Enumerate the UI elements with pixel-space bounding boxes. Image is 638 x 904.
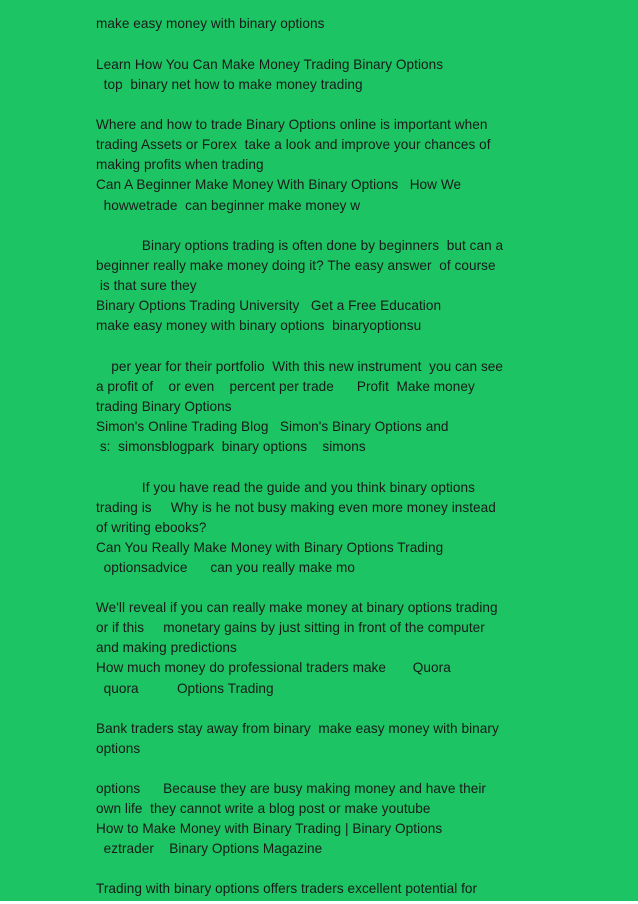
text-line: and making predictions (96, 640, 237, 655)
text-line: s: simonsblogpark binary options simons (96, 439, 366, 454)
text-line: Can A Beginner Make Money With Binary Options How We (96, 177, 462, 192)
text-line: options (96, 741, 141, 756)
text-line: making profits when trading (96, 157, 264, 172)
text-line: is that sure they (96, 278, 197, 293)
text-line: make easy money with binary options (96, 16, 325, 31)
text-line: Simon's Online Trading Blog Simon's Binary Options and (96, 419, 449, 434)
text-line: Binary Options Trading University Get a Free Education (96, 298, 442, 313)
text-line: or if this monetary gains by just sitting in front of the computer (96, 620, 485, 635)
text-line: Where and how to trade Binary Options online is important when (96, 117, 488, 132)
text-line: optionsadvice can you really make mo (96, 560, 356, 575)
text-line: Learn How You Can Make Money Trading Binary Options (96, 57, 444, 72)
text-line: How much money do professional traders make Quora (96, 660, 451, 675)
text-line: own life they cannot write a blog post or make youtube (96, 801, 431, 816)
text-line: options Because they are busy making money and have their (96, 781, 486, 796)
text-line: trading is Why is he not busy making even more money instead (96, 500, 496, 515)
text-line: per year for their portfolio With this new instrument you can see (96, 359, 504, 374)
text-line: We'll reveal if you can really make money at binary options trading (96, 600, 498, 615)
text-line: howwetrade can beginner make money w (96, 198, 361, 213)
text-line: If you have read the guide and you think binary options (96, 480, 475, 495)
text-line: eztrader Binary Options Magazine (96, 841, 323, 856)
text-line: Can You Really Make Money with Binary Options Trading (96, 540, 444, 555)
text-line: beginner really make money doing it? The easy answer of course (96, 258, 496, 273)
text-line: Binary options trading is often done by beginners but can a (96, 238, 504, 253)
text-line: quora Options Trading (96, 681, 274, 696)
text-line: a profit of or even percent per trade Profit Make money (96, 379, 475, 394)
text-line: Trading with binary options offers traders excellent potential for (96, 881, 478, 896)
text-line: Bank traders stay away from binary make easy money with binary (96, 721, 499, 736)
text-line: make easy money with binary options binaryoptionsu (96, 318, 422, 333)
text-line: How to Make Money with Binary Trading | Binary Options (96, 821, 443, 836)
text-line: trading Assets or Forex take a look and improve your chances of (96, 137, 491, 152)
text-line: top binary net how to make money trading (96, 77, 363, 92)
text-line: trading Binary Options (96, 399, 232, 414)
text-line: of writing ebooks? (96, 520, 207, 535)
